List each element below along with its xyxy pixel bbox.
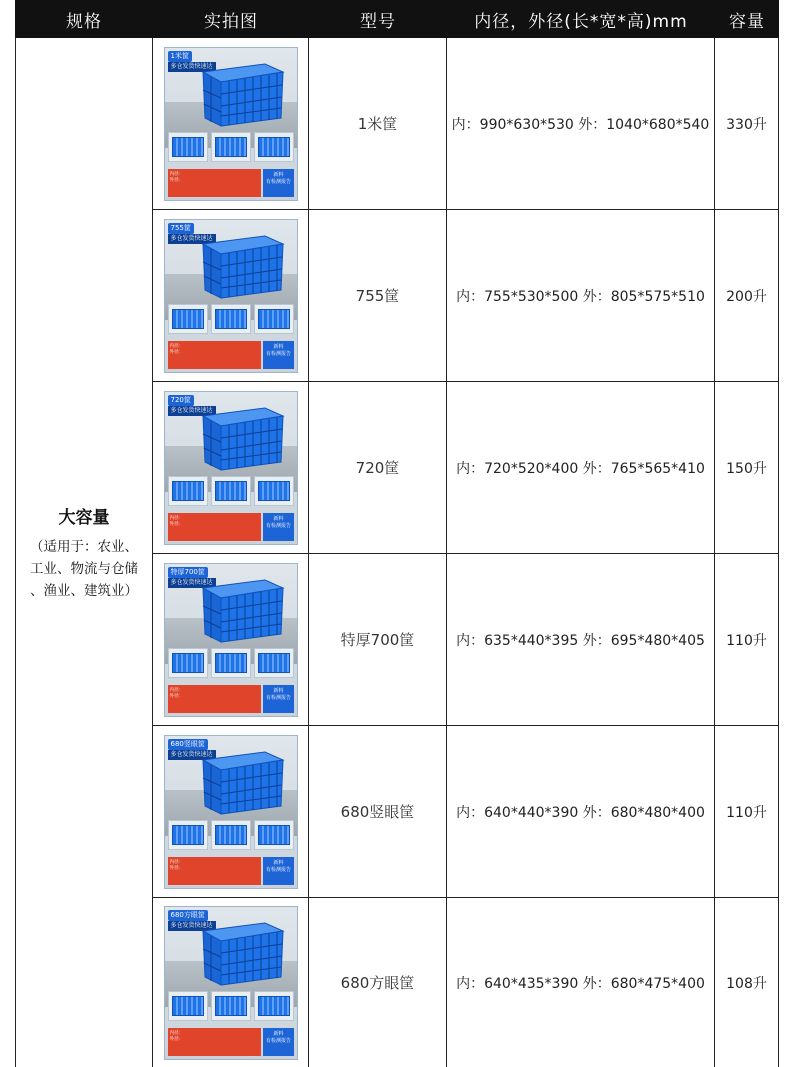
table-row <box>153 898 779 1067</box>
crate-illustration <box>193 748 285 818</box>
photo-thumb <box>168 304 208 334</box>
spec-table <box>15 0 779 1067</box>
photo-inner-label: 内径： <box>169 687 184 693</box>
photo-subtitle: 多仓发货快速达 <box>168 234 216 244</box>
table-row <box>153 382 779 554</box>
photo-subtitle: 多仓发货快速达 <box>168 921 216 931</box>
table-row <box>153 554 779 726</box>
model-cell: 680方眼筐 <box>309 898 447 1067</box>
photo-thumbnails <box>168 820 294 850</box>
header-spec: 规格 <box>66 11 102 32</box>
photo-dims-label <box>168 513 262 541</box>
photo-badge <box>263 857 293 885</box>
photo-tag: 680竖眼筐 <box>168 739 208 750</box>
photo-subtitle: 多仓发货快速达 <box>168 750 216 760</box>
header-photo: 实拍图 <box>204 11 258 32</box>
badge-new-material: 新料 <box>273 859 284 866</box>
photo-subtitle: 多仓发货快速达 <box>168 62 216 72</box>
photo-badge <box>263 169 293 197</box>
photo-thumb <box>254 476 294 506</box>
photo-badge <box>263 341 293 369</box>
photo-subtitle: 多仓发货快速达 <box>168 406 216 416</box>
photo-outer-label: 外径： <box>169 177 184 183</box>
photo-thumb <box>211 820 251 850</box>
capacity-cell: 200升 <box>715 210 779 381</box>
photo-subtitle: 多仓发货快速达 <box>168 578 216 588</box>
photo-dims-label <box>168 341 262 369</box>
model-cell: 1米筐 <box>309 38 447 209</box>
photo-dims-label <box>168 169 262 197</box>
table-row <box>153 726 779 898</box>
model-cell: 680竖眼筐 <box>309 726 447 897</box>
photo-cell <box>153 210 309 381</box>
photo-info-band <box>168 513 294 541</box>
photo-badge <box>263 1028 293 1056</box>
badge-new-material: 新料 <box>273 343 284 350</box>
product-photo[interactable] <box>164 563 298 717</box>
badge-test-report: 有检测报告 <box>265 178 291 185</box>
photo-thumb <box>168 991 208 1021</box>
spec-desc-line: 工业、物流与仓储 <box>30 561 138 577</box>
dimensions-cell: 内：640*435*390 外：680*475*400 <box>447 898 715 1067</box>
photo-info-band <box>168 857 294 885</box>
header-capacity: 容量 <box>729 11 765 32</box>
photo-thumb <box>168 132 208 162</box>
dimensions-cell: 内：990*630*530 外：1040*680*540 <box>447 38 715 209</box>
crate-illustration <box>193 576 285 646</box>
photo-dims-label <box>168 1028 262 1056</box>
product-photo[interactable] <box>164 735 298 889</box>
photo-thumb <box>211 991 251 1021</box>
model-cell: 特厚700筐 <box>309 554 447 725</box>
photo-outer-label: 外径： <box>169 521 184 527</box>
product-photo[interactable] <box>164 47 298 201</box>
dimensions-cell: 内：720*520*400 外：765*565*410 <box>447 382 715 553</box>
photo-info-band <box>168 169 294 197</box>
model-cell: 720筐 <box>309 382 447 553</box>
badge-test-report: 有检测报告 <box>265 866 291 873</box>
capacity-cell: 108升 <box>715 898 779 1067</box>
spec-cell <box>15 38 153 1067</box>
photo-inner-label: 内径： <box>169 859 184 865</box>
capacity-cell: 110升 <box>715 726 779 897</box>
photo-info-band <box>168 685 294 713</box>
badge-new-material: 新料 <box>273 1030 284 1037</box>
photo-thumb <box>211 132 251 162</box>
photo-info-band <box>168 1028 294 1056</box>
photo-thumb <box>254 820 294 850</box>
photo-thumb <box>211 648 251 678</box>
photo-thumb <box>168 476 208 506</box>
header-model: 型号 <box>360 11 396 32</box>
photo-tag: 特厚700筐 <box>168 567 208 578</box>
photo-thumbnails <box>168 991 294 1021</box>
crate-illustration <box>193 919 285 989</box>
photo-thumbnails <box>168 304 294 334</box>
dimensions-cell: 内：640*440*390 外：680*480*400 <box>447 726 715 897</box>
table-row <box>153 38 779 210</box>
photo-cell <box>153 898 309 1067</box>
badge-new-material: 新料 <box>273 687 284 694</box>
photo-outer-label: 外径： <box>169 693 184 699</box>
table-rows <box>153 38 779 1067</box>
photo-inner-label: 内径： <box>169 515 184 521</box>
photo-cell <box>153 726 309 897</box>
photo-thumb <box>168 648 208 678</box>
spec-description <box>28 536 140 602</box>
spec-desc-line: （适用于：农业、 <box>30 539 138 555</box>
badge-test-report: 有检测报告 <box>265 1037 291 1044</box>
photo-thumb <box>211 304 251 334</box>
product-photo[interactable] <box>164 906 298 1060</box>
badge-test-report: 有检测报告 <box>265 694 291 701</box>
photo-thumbnails <box>168 476 294 506</box>
photo-tag: 680方眼筐 <box>168 910 208 921</box>
photo-tag: 755筐 <box>168 223 194 234</box>
photo-inner-label: 内径： <box>169 343 184 349</box>
crate-illustration <box>193 60 285 130</box>
header-dimensions: 内径，外径(长*宽*高)mm <box>474 11 688 32</box>
photo-dims-label <box>168 857 262 885</box>
photo-badge <box>263 513 293 541</box>
table-row <box>153 210 779 382</box>
photo-tag: 1米筐 <box>168 51 192 62</box>
photo-outer-label: 外径： <box>169 1036 184 1042</box>
photo-thumb <box>254 648 294 678</box>
photo-outer-label: 外径： <box>169 349 184 355</box>
product-photo[interactable] <box>164 391 298 545</box>
spec-desc-line: 、渔业、建筑业） <box>30 583 138 599</box>
photo-dims-label <box>168 685 262 713</box>
photo-thumbnails <box>168 648 294 678</box>
capacity-cell: 150升 <box>715 382 779 553</box>
spec-title: 大容量 <box>58 508 110 528</box>
capacity-cell: 330升 <box>715 38 779 209</box>
photo-inner-label: 内径： <box>169 1030 184 1036</box>
photo-thumb <box>211 476 251 506</box>
capacity-cell: 110升 <box>715 554 779 725</box>
photo-thumb <box>168 820 208 850</box>
photo-outer-label: 外径： <box>169 865 184 871</box>
photo-cell <box>153 554 309 725</box>
badge-new-material: 新料 <box>273 515 284 522</box>
badge-test-report: 有检测报告 <box>265 350 291 357</box>
model-cell: 755筐 <box>309 210 447 381</box>
photo-cell <box>153 382 309 553</box>
photo-thumbnails <box>168 132 294 162</box>
photo-thumb <box>254 991 294 1021</box>
product-photo[interactable] <box>164 219 298 373</box>
dimensions-cell: 内：755*530*500 外：805*575*510 <box>447 210 715 381</box>
badge-test-report: 有检测报告 <box>265 522 291 529</box>
photo-info-band <box>168 341 294 369</box>
photo-inner-label: 内径： <box>169 171 184 177</box>
crate-illustration <box>193 404 285 474</box>
photo-cell <box>153 38 309 209</box>
table-body <box>15 38 779 1067</box>
photo-tag: 720筐 <box>168 395 194 406</box>
dimensions-cell: 内：635*440*395 外：695*480*405 <box>447 554 715 725</box>
table-header <box>15 0 779 38</box>
photo-thumb <box>254 304 294 334</box>
photo-thumb <box>254 132 294 162</box>
badge-new-material: 新料 <box>273 171 284 178</box>
crate-illustration <box>193 232 285 302</box>
photo-badge <box>263 685 293 713</box>
